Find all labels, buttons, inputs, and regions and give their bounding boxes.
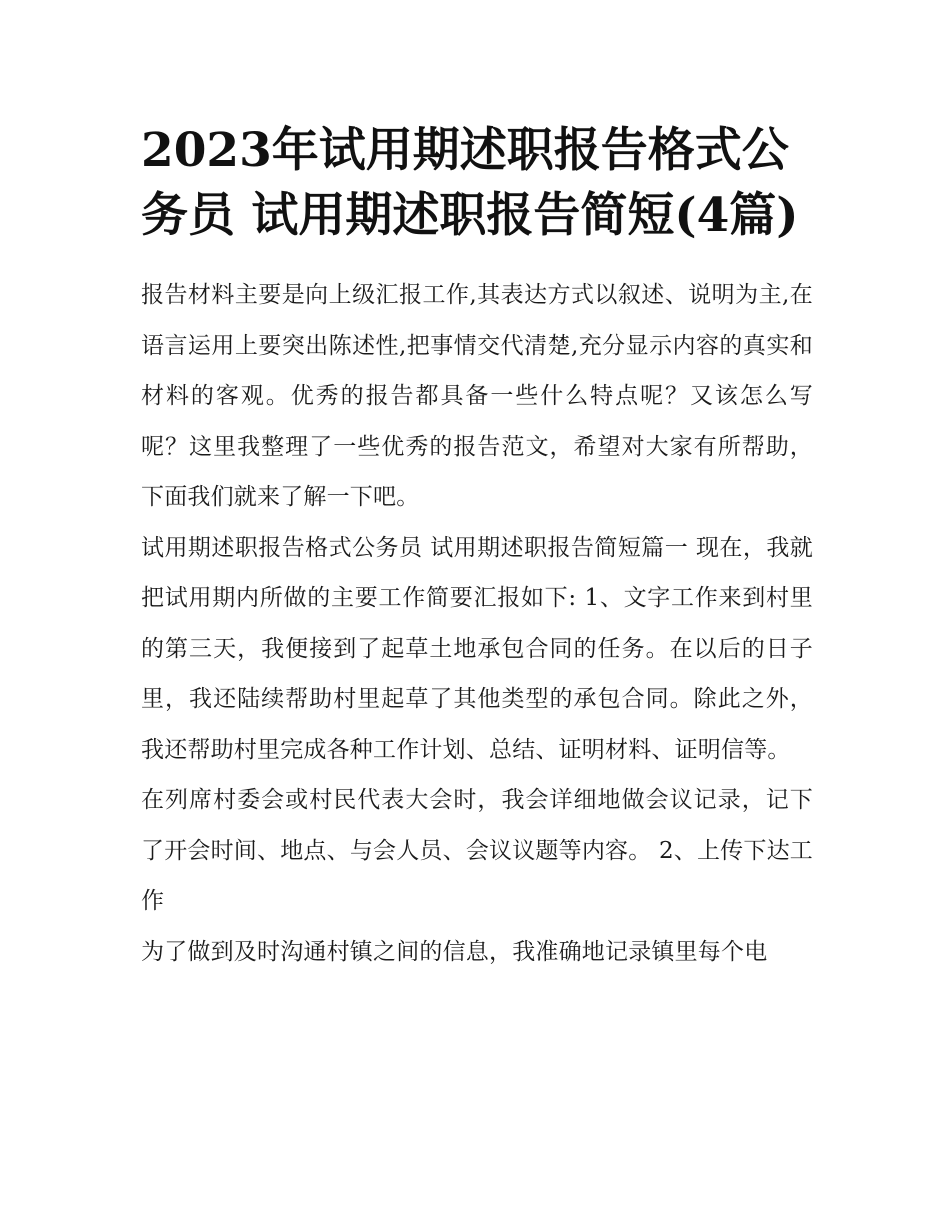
paragraph-meeting-records: 在列席村委会或村民代表大会时，我会详细地做会议记录，记下了开会时间、地点、与会人员、会议议题等内容。 2、上传下达工作 — [141, 787, 813, 914]
document-title: 2023年试用期述职报告格式公务员 试用期述职报告简短(4篇) — [141, 123, 799, 243]
paragraph-communication: 为了做到及时沟通村镇之间的信息，我准确地记录镇里每个电 — [141, 938, 768, 965]
paragraph-section-one: 试用期述职报告格式公务员 试用期述职报告简短篇一 现在，我就把试用期内所做的主要工作简要汇报如下: 1、文字工作来到村里的第三天，我便接到了起草土地承包合同的任务。在以后的日子里，我还陆续帮助村里起草了其他类型的承包合同。除此之外，我还帮助村里完成各种工作计划、总结、证明材料、证明信等。 — [141, 534, 813, 763]
paragraph-intro: 报告材料主要是向上级汇报工作,其表达方式以叙述、说明为主,在语言运用上要突出陈述性,把事情交代清楚,充分显示内容的真实和材料的客观。优秀的报告都具备一些什么特点呢？又该怎么写呢？这里我整理了一些优秀的报告范文，希望对大家有所帮助，下面我们就来了解一下吧。 — [141, 282, 813, 510]
document-body — [141, 270, 813, 977]
document-page — [141, 118, 813, 977]
